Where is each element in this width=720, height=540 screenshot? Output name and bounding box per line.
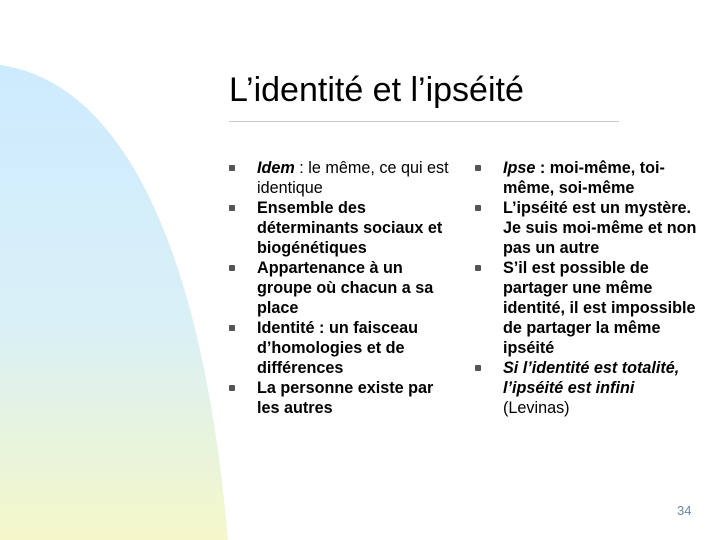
- title-divider: [229, 121, 619, 122]
- item-text: S’il est possible de partager une même identité, il est impossible de partager la même ipséité: [503, 259, 696, 357]
- item-text: La personne existe par les autres: [257, 379, 434, 417]
- item-text: (Levinas): [503, 399, 570, 417]
- square-bullet-icon: [229, 165, 235, 171]
- square-bullet-icon: [475, 205, 481, 211]
- italic-term: Idem: [257, 159, 295, 177]
- decorative-arc-shape: [0, 65, 228, 540]
- item-text: Identité : un faisceau d’homologies et de différences: [257, 319, 419, 377]
- list-item: [475, 198, 700, 258]
- right-bullet-list: [475, 158, 700, 418]
- list-item: [475, 158, 700, 198]
- square-bullet-icon: [475, 365, 481, 371]
- item-text: : le même, ce qui est identique: [257, 159, 449, 197]
- list-item: [475, 258, 700, 358]
- italic-term: Ipse: [503, 159, 536, 177]
- list-item: [229, 318, 459, 378]
- square-bullet-icon: [229, 205, 235, 211]
- square-bullet-icon: [229, 385, 235, 391]
- list-item: [229, 198, 459, 258]
- list-item: [229, 258, 459, 318]
- square-bullet-icon: [475, 165, 481, 171]
- slide-title: L’identité et l’ipséité: [229, 71, 524, 109]
- square-bullet-icon: [475, 265, 481, 271]
- list-item: [229, 158, 459, 198]
- list-item: [475, 358, 700, 418]
- item-text: L’ipséité est un mystère. Je suis moi-même et non pas un autre: [503, 199, 697, 257]
- square-bullet-icon: [229, 265, 235, 271]
- left-bullet-list: [229, 158, 459, 418]
- italic-term: Si l’identité est totalité, l’ipséité est infini: [503, 359, 680, 397]
- list-item: [229, 378, 459, 418]
- page-number: 34: [677, 503, 692, 518]
- item-text: : moi-même, toi-même, soi-même: [503, 159, 665, 197]
- item-text: Appartenance à un groupe où chacun a sa place: [257, 259, 434, 317]
- item-text: Ensemble des déterminants sociaux et biogénétiques: [257, 199, 443, 257]
- square-bullet-icon: [229, 325, 235, 331]
